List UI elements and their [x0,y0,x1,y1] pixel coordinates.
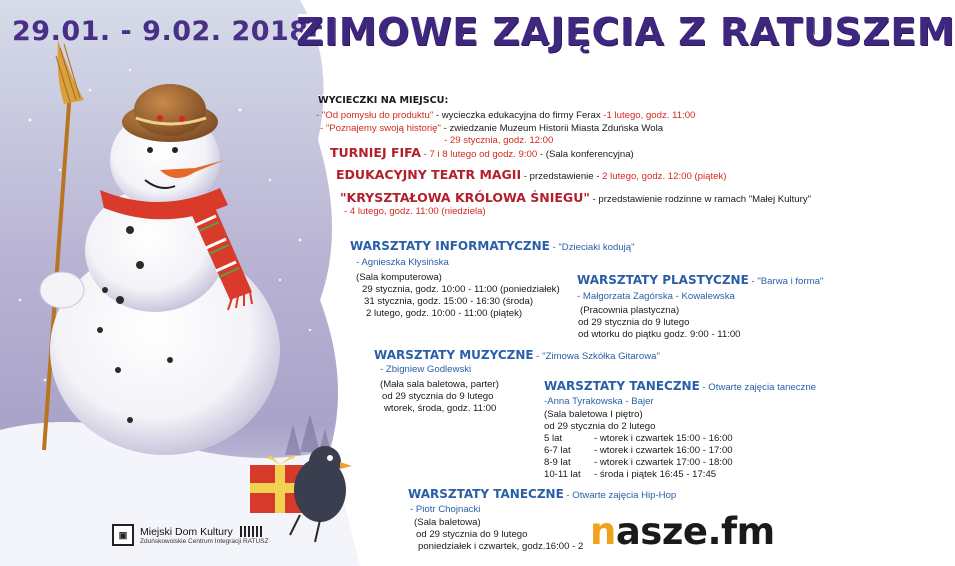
taneczne-2-line-2: poniedziałek i czwartek, godz.16:00 - 2 [418,541,584,552]
taneczne-1-sched: - wtorek i czwartek 17:00 - 18:00 [594,457,733,468]
plastyczne-room: (Pracownia plastyczna) [580,305,680,316]
taneczne-1-age: 10-11 lat [544,469,581,480]
magia-desc: - przedstawienie - [521,171,603,182]
taneczne-1-title [544,380,816,394]
taneczne-1-subtitle: - Otwarte zajęcia taneczne [699,382,817,393]
snowman-illustration [0,0,360,566]
taneczne-2-subtitle: - Otwarte zajęcia Hip-Hop [563,490,677,501]
plastyczne-instructor: - Małgorzata Zagórska - Kowalewska [577,291,735,302]
taneczne-1-instructor: -Anna Tyrakowska - Bajer [544,396,654,407]
taneczne-2-line-1: od 29 stycznia do 9 lutego [416,529,528,540]
organization-logo [112,524,268,546]
plastyczne-subtitle: - "Barwa i forma" [748,276,824,287]
brand-rest: asze.fm [615,510,775,553]
fifa-line [330,147,634,161]
fifa-heading: TURNIEJ FIFA [330,145,421,160]
date-range: 29.01. - 9.02. 2018r [12,16,323,47]
informatyczne-subtitle: - "Dzieciaki kodują" [549,242,635,253]
taneczne-1-row [544,457,733,469]
org-subtitle: Zduńskowolskie Centrum Integracji RATUSZ [140,537,269,545]
informatyczne-line-1: 29 stycznia, godz. 10:00 - 11:00 (poniedziałek) [362,284,560,295]
taneczne-1-age: 8-9 lat [544,457,571,468]
taneczne-1-age: 5 lat [544,433,563,444]
plastyczne-title [577,274,823,288]
informatyczne-title [350,240,635,254]
muzyczne-subtitle: - "Zimowa Szkółka Gitarowa" [533,351,660,362]
taneczne-1-row [544,445,733,457]
plastyczne-line-2: od wtorku do piątku godz. 9:00 - 11:00 [578,329,741,340]
taneczne-1-heading: WARSZTATY TANECZNE [544,379,700,393]
wycieczki-item-1-desc: - wycieczka edukacyjna do firmy Ferax [433,110,604,121]
taneczne-1-sched: - środa i piątek 16:45 - 17:45 [594,469,717,480]
taneczne-1-period: od 29 stycznia do 2 lutego [544,421,656,432]
org-name [140,526,268,538]
taneczne-1-sched: - wtorek i czwartek 16:00 - 17:00 [594,445,733,456]
informatyczne-heading: WARSZTATY INFORMATYCZNE [350,239,550,253]
fifa-date: - 7 i 8 lutego od godz. 9:00 [420,149,538,160]
fifa-place: - (Sala konferencyjna) [537,149,634,160]
taneczne-2-room: (Sala baletowa) [414,517,481,528]
krolowa-line [340,192,811,206]
taneczne-1-sched: - wtorek i czwartek 15:00 - 16:00 [594,433,733,444]
magia-heading: EDUKACYJNY TEATR MAGII [336,167,522,182]
muzyczne-line-2: wtorek, środa, godz. 11:00 [384,403,497,414]
org-name-text: Miejski Dom Kultury [140,525,233,538]
informatyczne-line-2: 31 stycznia, godz. 15:00 - 16:30 (środa) [364,296,534,307]
mdk-emblem-icon: ▣ [112,524,134,546]
ratusz-bars-icon [240,526,262,537]
taneczne-2-instructor: - Piotr Chojnacki [410,504,481,515]
wycieczki-item-1-name: - "Od pomysłu do produktu" [316,110,434,121]
krolowa-heading: "KRYSZTAŁOWA KRÓLOWA ŚNIEGU" [340,190,590,205]
magia-line [336,169,726,183]
taneczne-1-row [544,433,733,445]
wycieczki-item-1 [316,110,695,122]
informatyczne-line-3: 2 lutego, godz. 10:00 - 11:00 (piątek) [366,308,523,319]
brand-first-letter: n [590,510,616,553]
informatyczne-room: (Sala komputerowa) [356,272,442,283]
krolowa-date: - 4 lutego, godz. 11:00 (niedziela) [344,206,486,217]
muzyczne-room: (Mała sala baletowa, parter) [380,379,499,390]
wycieczki-item-2-desc: - zwiedzanie Muzeum Historii Miasta Zduńska Wola [440,123,664,134]
taneczne-1-age: 6-7 lat [544,445,571,456]
informatyczne-instructor: - Agnieszka Kłysińska [356,257,449,268]
wycieczki-heading: WYCIECZKI NA MIEJSCU: [318,95,449,106]
page-title: ZIMOWE ZAJĘCIA Z RATUSZEM [296,10,955,54]
muzyczne-line-1: od 29 stycznia do 9 lutego [382,391,494,402]
taneczne-1-row [544,469,716,481]
muzyczne-instructor: - Zbigniew Godlewski [380,364,472,375]
taneczne-2-title [408,488,676,502]
taneczne-2-heading: WARSZTATY TANECZNE [408,487,564,501]
wycieczki-item-2-date: - 29 stycznia, godz. 12:00 [444,135,554,146]
muzyczne-heading: WARSZTATY MUZYCZNE [374,348,534,362]
magia-date: 2 lutego, godz. 12:00 (piątek) [602,171,727,182]
muzyczne-title [374,349,660,363]
plastyczne-line-1: od 29 stycznia do 9 lutego [578,317,690,328]
wycieczki-item-2-name: - "Poznajemy swoją historię" [320,123,441,134]
plastyczne-heading: WARSZTATY PLASTYCZNE [577,273,749,287]
wycieczki-item-2 [320,123,663,135]
nasze-fm-logo [590,510,775,553]
krolowa-desc: - przedstawienie rodzinne w ramach "Małej Kultury" [589,194,812,205]
taneczne-1-room: (Sala baletowa I piętro) [544,409,643,420]
wycieczki-item-1-date: -1 lutego, godz. 11:00 [603,110,696,121]
